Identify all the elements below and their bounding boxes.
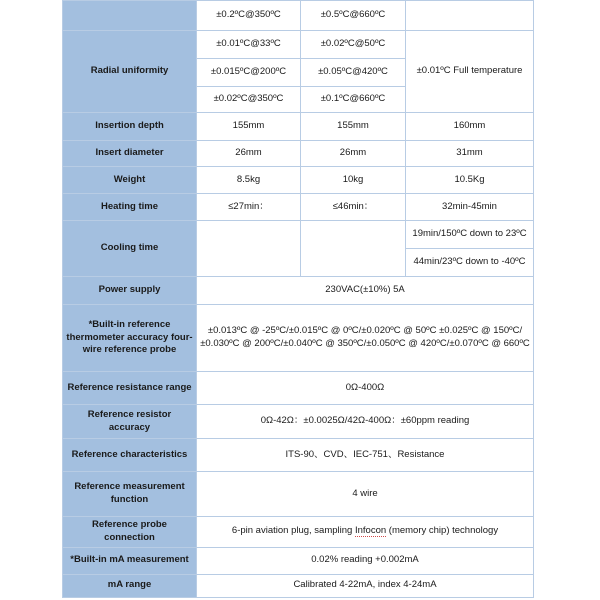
cell-power-supply-value: 230VAC(±10%) 5A: [197, 277, 534, 305]
table-row: [63, 405, 534, 439]
cell-insert-diameter-1: 26mm: [197, 141, 301, 167]
cell-reference-characteristics-value: ITS-90、CVD、IEC-751、Resistance: [197, 439, 534, 472]
table-row: [63, 439, 534, 472]
cell-reference-measurement-function-value: 4 wire: [197, 472, 534, 517]
cell-heating-time-1: ≤27min：: [197, 194, 301, 221]
specification-table: [62, 0, 534, 598]
cell-cooling-time-minus40c: 44min/23ºC down to -40ºC: [406, 249, 534, 277]
table-row: [63, 113, 534, 141]
table-row: [63, 141, 534, 167]
cell-weight-2: 10kg: [301, 167, 406, 194]
row-label-ma-range: mA range: [63, 574, 197, 597]
cell-radial-420: ±0.05ºC@420ºC: [301, 59, 406, 87]
row-label-built-in-ma-measurement: *Built-in mA measurement: [63, 547, 197, 574]
table-row: [63, 1, 534, 31]
cell-built-in-reference-thermometer-value: ±0.013ºC @ -25ºC/±0.015ºC @ 0ºC/±0.020ºC @ 50ºC ±0.025ºC @ 150ºC/±0.030ºC @ 200ºC/±0.040ºC @ 350ºC/±0.050ºC @ 420ºC/±0.070ºC @ 660ºC: [197, 305, 534, 372]
probe-connection-misspelled-word: Infocon: [354, 525, 387, 537]
table-row: [63, 372, 534, 405]
row-label-insert-diameter: Insert diameter: [63, 141, 197, 167]
row-label-weight: Weight: [63, 167, 197, 194]
cell-heating-time-2: ≤46min：: [301, 194, 406, 221]
cell-radial-full-temperature: ±0.01ºC Full temperature: [406, 31, 534, 113]
table-row: [63, 221, 534, 249]
table-row: [63, 194, 534, 221]
row-label-reference-characteristics: Reference characteristics: [63, 439, 197, 472]
cell-accuracy-350: ±0.2ºC@350ºC: [197, 1, 301, 31]
cell-insert-diameter-3: 31mm: [406, 141, 534, 167]
cell-radial-50: ±0.02ºC@50ºC: [301, 31, 406, 59]
row-label-reference-probe-connection: Reference probe connection: [63, 517, 197, 548]
cell-radial-350: ±0.02ºC@350ºC: [197, 87, 301, 113]
cell-built-in-ma-measurement-value: 0.02% reading +0.002mA: [197, 547, 534, 574]
cell-insertion-depth-3: 160mm: [406, 113, 534, 141]
table-row: [63, 472, 534, 517]
cell-radial-33: ±0.01ºC@33ºC: [197, 31, 301, 59]
row-label-reference-resistor-accuracy: Reference resistor accuracy: [63, 405, 197, 439]
table-row: [63, 277, 534, 305]
row-label-cooling-time: Cooling time: [63, 221, 197, 277]
cell-weight-1: 8.5kg: [197, 167, 301, 194]
table-row: [63, 305, 534, 372]
probe-connection-text-after: (memory chip) technology: [386, 525, 499, 537]
row-label-reference-resistance-range: Reference resistance range: [63, 372, 197, 405]
cell-insertion-depth-1: 155mm: [197, 113, 301, 141]
table-row: [63, 167, 534, 194]
row-label-reference-measurement-function: Reference measurement function: [63, 472, 197, 517]
cell-heating-time-3: 32min-45min: [406, 194, 534, 221]
cell-radial-200: ±0.015ºC@200ºC: [197, 59, 301, 87]
cell-reference-resistance-range-value: 0Ω-400Ω: [197, 372, 534, 405]
cell-accuracy-660: ±0.5ºC@660ºC: [301, 1, 406, 31]
probe-connection-text-before: 6-pin aviation plug, sampling: [231, 525, 355, 537]
cell-accuracy-col4: [406, 1, 534, 31]
row-label-insertion-depth: Insertion depth: [63, 113, 197, 141]
row-label-built-in-reference-thermometer: *Built-in reference thermometer accuracy four-wire reference probe: [63, 305, 197, 372]
cell-ma-range-value: Calibrated 4-22mA, index 4-24mA: [197, 574, 534, 597]
row-label-heating-time: Heating time: [63, 194, 197, 221]
cell-radial-660: ±0.1ºC@660ºC: [301, 87, 406, 113]
cell-insertion-depth-2: 155mm: [301, 113, 406, 141]
table-row: [63, 517, 534, 548]
row-label-radial-uniformity: Radial uniformity: [63, 31, 197, 113]
cell-cooling-time-blank-1: [197, 221, 301, 277]
cell-weight-3: 10.5Kg: [406, 167, 534, 194]
row-label-power-supply: Power supply: [63, 277, 197, 305]
cell-insert-diameter-2: 26mm: [301, 141, 406, 167]
cell-cooling-time-blank-2: [301, 221, 406, 277]
table-row: [63, 574, 534, 597]
table-row: [63, 547, 534, 574]
row-label-accuracy-continuation: [63, 1, 197, 31]
cell-cooling-time-150c: 19min/150ºC down to 23ºC: [406, 221, 534, 249]
cell-reference-resistor-accuracy-value: 0Ω-42Ω：±0.0025Ω/42Ω-400Ω：±60ppm reading: [197, 405, 534, 439]
cell-reference-probe-connection-value: [197, 517, 534, 548]
table-row: [63, 31, 534, 59]
